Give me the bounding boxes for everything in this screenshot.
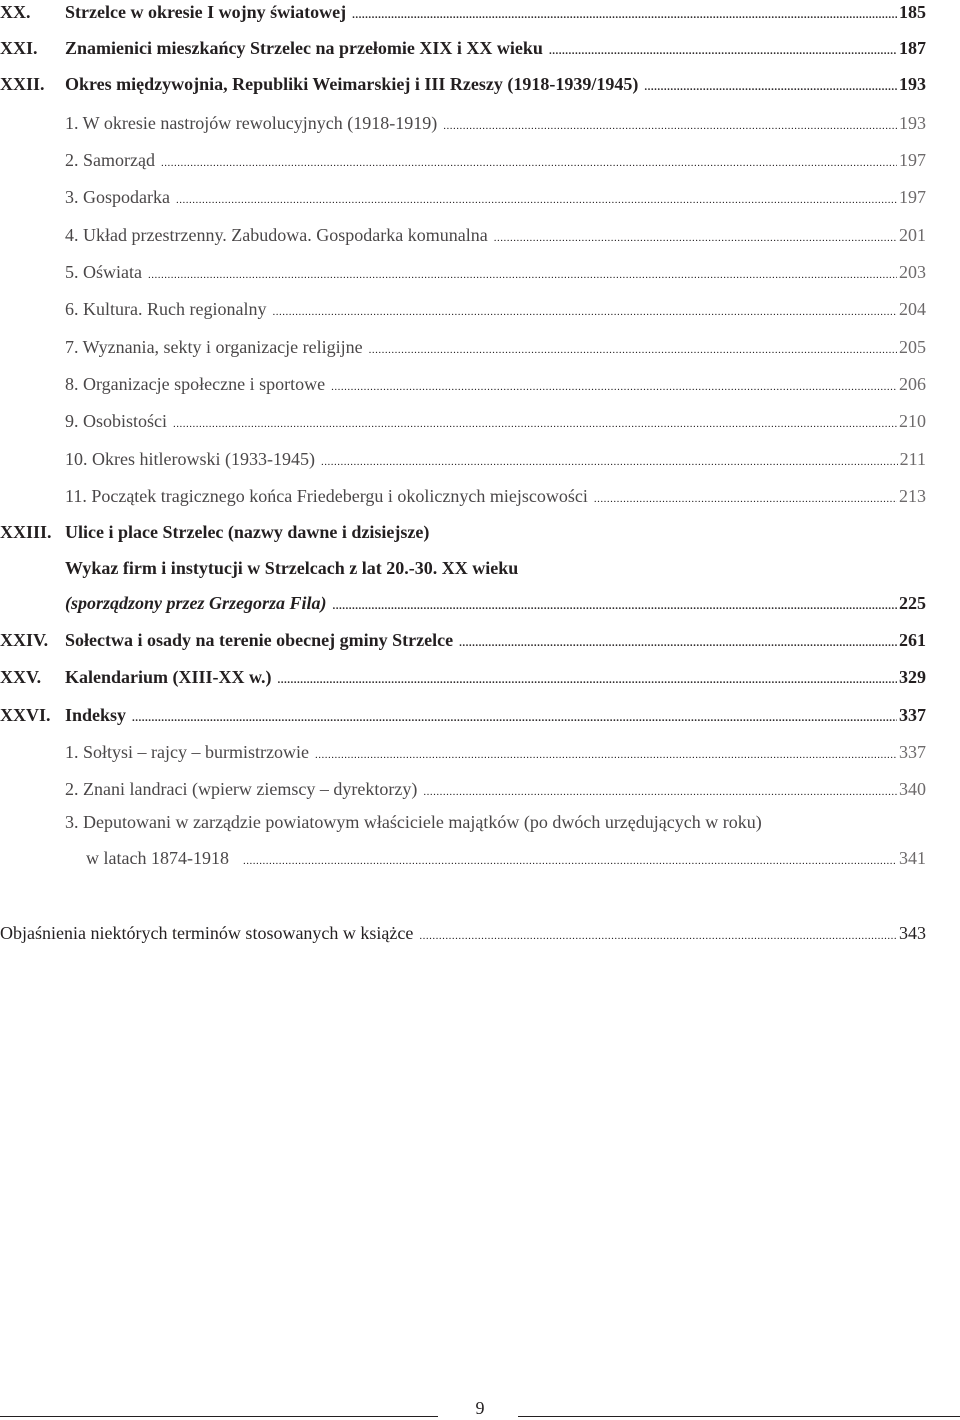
toc-subentry[interactable] bbox=[65, 261, 926, 286]
leader-dots bbox=[243, 850, 897, 872]
page-number: 197 bbox=[899, 150, 926, 170]
page-number: 193 bbox=[899, 74, 926, 94]
toc-subentry[interactable] bbox=[65, 778, 926, 803]
chapter-author-note: (sporządzony przez Grzegorza Fila) bbox=[65, 593, 327, 613]
chapter-title: Strzelce w okresie I wojny światowej bbox=[65, 2, 347, 22]
chapter-subtitle: Wykaz firm i instytucji w Strzelcach z lat 20.-30. XX wieku bbox=[65, 558, 519, 578]
page-number: 343 bbox=[899, 923, 926, 943]
toc-subentry[interactable] bbox=[65, 485, 926, 510]
leader-dots bbox=[272, 301, 897, 323]
leader-dots bbox=[644, 76, 897, 98]
subentry-title: 8. Organizacje społeczne i sportowe bbox=[65, 374, 326, 394]
leader-dots bbox=[315, 744, 897, 766]
toc-subentry[interactable] bbox=[65, 186, 926, 211]
toc-entry-xxv[interactable] bbox=[0, 666, 926, 691]
leader-dots bbox=[321, 451, 898, 473]
leader-dots bbox=[132, 707, 897, 729]
subentry-title: 1. Sołtysi – rajcy – burmistrzowie bbox=[65, 742, 309, 762]
page-folio: 9 bbox=[475, 1398, 485, 1418]
page-number: 340 bbox=[899, 779, 926, 799]
page-number: 187 bbox=[899, 38, 926, 58]
leader-dots bbox=[148, 264, 897, 286]
chapter-number: XXII. bbox=[0, 74, 45, 94]
toc-subentry-multiline[interactable] bbox=[65, 811, 762, 833]
chapter-number: XXI. bbox=[0, 38, 38, 58]
toc-entry-xxiv[interactable] bbox=[0, 629, 926, 654]
subentry-title: 3. Deputowani w zarządzie powiatowym właściciele majątków (po dwóch urzędujących w roku) bbox=[65, 812, 762, 832]
leader-dots bbox=[443, 115, 897, 137]
toc-entry-xxii[interactable] bbox=[0, 73, 926, 98]
toc-entry-xxiii[interactable] bbox=[0, 521, 429, 543]
chapter-number: XXVI. bbox=[0, 705, 51, 725]
leader-dots bbox=[494, 227, 897, 249]
page-number: 185 bbox=[899, 2, 926, 22]
chapter-number: XX. bbox=[0, 2, 31, 22]
subentry-title: 7. Wyznania, sekty i organizacje religijne bbox=[65, 337, 363, 357]
page-number: 203 bbox=[899, 262, 926, 282]
toc-entry-xxi[interactable] bbox=[0, 37, 926, 62]
chapter-title: Kalendarium (XIII-XX w.) bbox=[65, 667, 272, 687]
subentry-title: 6. Kultura. Ruch regionalny bbox=[65, 299, 267, 319]
subentry-title: 9. Osobistości bbox=[65, 411, 168, 431]
leader-dots bbox=[594, 488, 897, 510]
page-number: 341 bbox=[899, 848, 926, 868]
page-number: 197 bbox=[899, 187, 926, 207]
page-number: 213 bbox=[899, 486, 926, 506]
leader-dots bbox=[419, 925, 897, 947]
page-number: 261 bbox=[899, 630, 926, 650]
subentry-title: 2. Znani landraci (wpierw ziemscy – dyrektorzy) bbox=[65, 779, 418, 799]
toc-subentry[interactable] bbox=[65, 741, 926, 766]
toc-entry-xxiii-line3[interactable] bbox=[65, 592, 926, 617]
chapter-title: Sołectwa i osady na terenie obecnej gminy Strzelce bbox=[65, 630, 454, 650]
subentry-title: 3. Gospodarka bbox=[65, 187, 170, 207]
leader-dots bbox=[278, 669, 897, 691]
toc-subentry[interactable] bbox=[65, 112, 926, 137]
page-number: 211 bbox=[899, 449, 926, 469]
subentry-title: 5. Oświata bbox=[65, 262, 142, 282]
glossary-title: Objaśnienia niektórych terminów stosowanych w książce bbox=[0, 923, 414, 943]
leader-dots bbox=[331, 376, 897, 398]
page-number: 337 bbox=[899, 705, 926, 725]
chapter-number: XXIII. bbox=[0, 522, 52, 542]
subentry-title: 4. Układ przestrzenny. Zabudowa. Gospodarka komunalna bbox=[65, 225, 488, 245]
chapter-number: XXV. bbox=[0, 667, 42, 687]
toc-entry-xxiii-line2 bbox=[65, 557, 518, 579]
leader-dots bbox=[423, 781, 897, 803]
page-number: 205 bbox=[899, 337, 926, 357]
leader-dots bbox=[161, 152, 897, 174]
leader-dots bbox=[459, 632, 897, 654]
toc-subentry[interactable] bbox=[65, 373, 926, 398]
toc-entry-glossary[interactable] bbox=[0, 922, 926, 947]
toc-entry-xx[interactable] bbox=[0, 1, 926, 26]
footer-rule-right bbox=[518, 1416, 960, 1417]
chapter-title: Okres międzywojnia, Republiki Weimarskiej i III Rzeszy (1918-1939/1945) bbox=[65, 74, 639, 94]
toc-subentry[interactable] bbox=[65, 336, 926, 361]
page-number: 210 bbox=[899, 411, 926, 431]
page-number: 201 bbox=[899, 225, 926, 245]
leader-dots bbox=[333, 595, 897, 617]
leader-dots bbox=[176, 189, 897, 211]
page-number: 225 bbox=[899, 593, 926, 613]
subentry-title: 1. W okresie nastrojów rewolucyjnych (1918-1919) bbox=[65, 113, 438, 133]
toc-entry-xxvi[interactable] bbox=[0, 704, 926, 729]
chapter-number: XXIV. bbox=[0, 630, 49, 650]
toc-subentry[interactable] bbox=[65, 224, 926, 249]
leader-dots bbox=[369, 339, 897, 361]
page-number: 329 bbox=[899, 667, 926, 687]
page-number: 337 bbox=[899, 742, 926, 762]
toc-subentry[interactable] bbox=[65, 298, 926, 323]
page-number: 193 bbox=[899, 113, 926, 133]
toc-subentry[interactable] bbox=[65, 410, 926, 435]
subentry-title: 10. Okres hitlerowski (1933-1945) bbox=[65, 449, 315, 469]
toc-subentry[interactable] bbox=[65, 149, 926, 174]
leader-dots bbox=[352, 4, 897, 26]
subentry-continuation: w latach 1874-1918 bbox=[86, 848, 229, 868]
chapter-title: Ulice i place Strzelec (nazwy dawne i dzisiejsze) bbox=[65, 522, 430, 542]
toc-subentry-continuation[interactable] bbox=[86, 847, 926, 872]
page-number: 204 bbox=[899, 299, 926, 319]
leader-dots bbox=[549, 40, 897, 62]
chapter-title: Indeksy bbox=[65, 705, 127, 725]
page-number: 206 bbox=[899, 374, 926, 394]
subentry-title: 11. Początek tragicznego końca Friedebergu i okolicznych miejscowości bbox=[65, 486, 588, 506]
toc-subentry[interactable] bbox=[65, 448, 926, 473]
subentry-title: 2. Samorząd bbox=[65, 150, 155, 170]
chapter-title: Znamienici mieszkańcy Strzelec na przełomie XIX i XX wieku bbox=[65, 38, 543, 58]
leader-dots bbox=[173, 413, 897, 435]
